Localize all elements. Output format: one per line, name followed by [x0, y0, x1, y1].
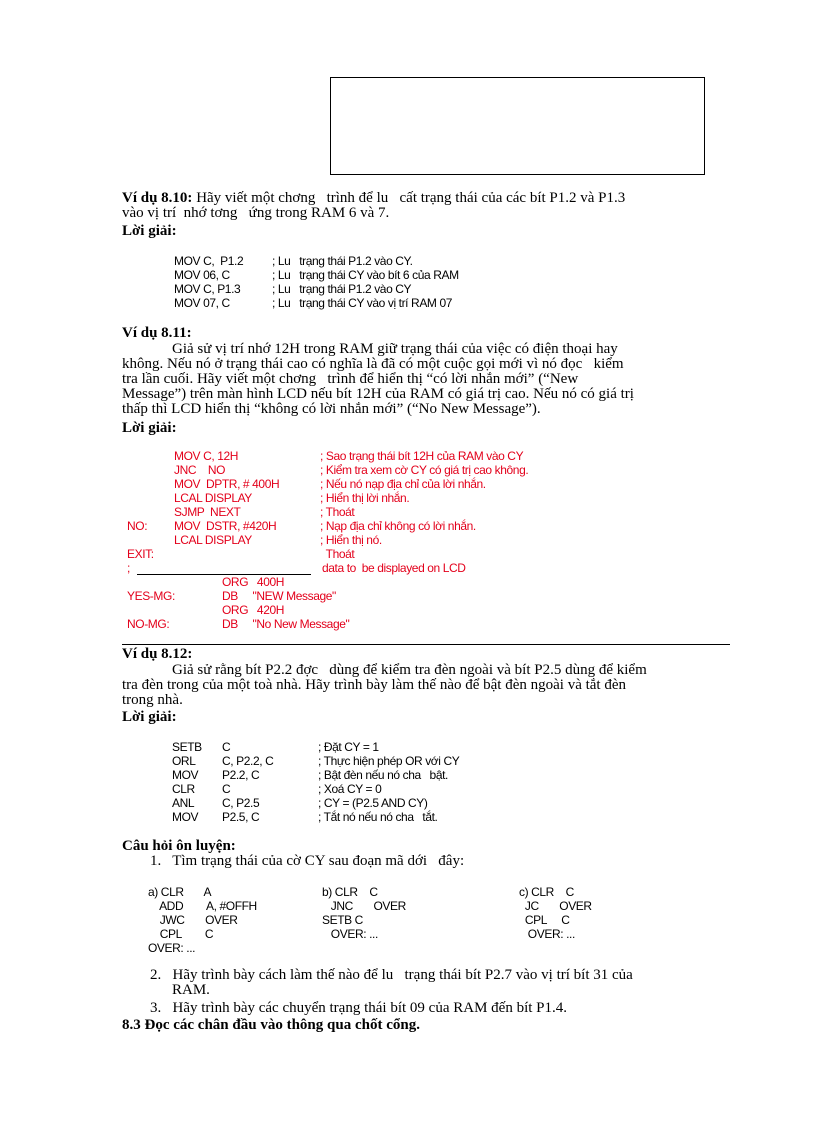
code-811-comment-2: ; Kiểm tra xem cờ CY có giá trị cao không.: [320, 463, 529, 477]
review-title: Câu hỏi ôn luyện:: [122, 838, 236, 854]
review-q2-line1: 2. Hãy trình bày cách làm thế nào để lu trạng thái bít P2.7 vào vị trí bít 31 của: [150, 967, 633, 983]
example-8-12-line1: Giả sử rằng bít P2.2 đợc dùng để kiểm tra đèn ngoài và bít P2.5 dùng để kiểm: [172, 662, 647, 678]
example-8-11-solution: Lời giải:: [122, 420, 177, 436]
code-810-comment-2: ; Lu trạng thái CY vào bít 6 của RAM: [272, 268, 459, 282]
q1-a-line2: ADD A, #OFFH: [148, 899, 257, 913]
example-8-11-line2: không. Nếu nó ở trạng thái cao có nghĩa là đã có một cuộc gọi mới vì nó đọc kiểm: [122, 356, 624, 372]
q1-a-line1: a) CLR A: [148, 885, 212, 899]
q1-c-line3: CPL C: [519, 913, 570, 927]
code-812-comment-2: ; Thực hiện phép OR với CY: [318, 754, 460, 768]
example-8-10-text1: Hãy viết một chơng trình để lu cất trạng thái của các bít P1.2 và P1.3: [192, 190, 626, 206]
q1-b-line4: OVER: ...: [322, 927, 378, 941]
review-q1: 1. Tìm trạng thái của cờ CY sau đoạn mã dới đây:: [150, 853, 465, 869]
q1-c-line2: JC OVER: [519, 899, 592, 913]
q1-b-line3: SETB C: [322, 913, 363, 927]
code-811-comment-4: ; Hiển thị lời nhắn.: [320, 491, 410, 505]
q1-a-line4: CPL C: [148, 927, 214, 941]
code-810-instr-4: MOV 07, C: [174, 296, 230, 310]
example-8-11-line5: thấp thì LCD hiển thị “không có lời nhắn mới” (“No New Message”).: [122, 401, 541, 417]
code-812-arg-4: C: [222, 782, 231, 796]
example-8-12-line3: trong nhà.: [122, 692, 183, 708]
yes-mg-db: DB "NEW Message": [222, 589, 336, 603]
yes-mg-label: YES-MG:: [127, 589, 175, 603]
example-8-10-solution: Lời giải:: [122, 223, 177, 239]
code-812-comment-6: ; Tắt nó nếu nó cha tắt.: [318, 810, 438, 824]
figure-frame: [330, 77, 705, 175]
code-812-op-3: MOV: [172, 768, 199, 782]
org-400h: ORG 400H: [222, 575, 285, 589]
code-812-comment-1: ; Đặt CY = 1: [318, 740, 379, 754]
example-8-12-title: Ví dụ 8.12:: [122, 646, 193, 662]
review-q3: 3. Hãy trình bày các chuyển trạng thái bít 09 của RAM đến bít P1.4.: [150, 1000, 567, 1016]
code-810-comment-4: ; Lu trạng thái CY vào vị trí RAM 07: [272, 296, 452, 310]
code-812-comment-4: ; Xoá CY = 0: [318, 782, 382, 796]
example-8-12-line2: tra đèn trong của một toà nhà. Hãy trình bày làm thế nào để bật đèn ngoài và tắt đèn: [122, 677, 627, 693]
code-811-instr-7: LCAL DISPLAY: [174, 533, 252, 547]
example-8-11-line4: Message”) trên màn hình LCD nếu bít 12H của RAM có giá trị cao. Nếu nó có giá trị: [122, 386, 634, 402]
code-812-op-2: ORL: [172, 754, 196, 768]
q1-b-line2: JNC OVER: [322, 899, 406, 913]
code-810-comment-3: ; Lu trạng thái P1.2 vào CY: [272, 282, 412, 296]
code-812-comment-3: ; Bật đèn nếu nó cha bật.: [318, 768, 448, 782]
example-8-11-title: Ví dụ 8.11:: [122, 325, 192, 341]
code-811-instr-6: MOV DSTR, #420H: [174, 519, 277, 533]
q1-a-line3: JWC OVER: [148, 913, 238, 927]
code-811-comment-5: ; Thoát: [320, 505, 355, 519]
example-8-10-text2: vào vị trí nhớ tơng ứng trong RAM 6 và 7.: [122, 205, 390, 221]
code-811-instr-5: SJMP NEXT: [174, 505, 241, 519]
code-811-comment-8: Thoát: [320, 547, 355, 561]
code-812-op-1: SETB: [172, 740, 202, 754]
no-mg-db: DB "No New Message": [222, 617, 350, 631]
code-811-comment-1: ; Sao trạng thái bít 12H của RAM vào CY: [320, 449, 524, 463]
q1-a-line5: OVER: ...: [148, 941, 196, 955]
code-812-comment-5: ; CY = (P2.5 AND CY): [318, 796, 428, 810]
code-812-arg-5: C, P2.5: [222, 796, 260, 810]
code-810-instr-3: MOV C, P1.3: [174, 282, 241, 296]
org-420h: ORG 420H: [222, 603, 285, 617]
code-811-instr-2: JNC NO: [174, 463, 226, 477]
example-8-10-title: Ví dụ 8.10:: [122, 190, 193, 206]
horizontal-rule: [122, 644, 730, 645]
code-811-label-exit: EXIT:: [127, 547, 154, 561]
q1-c-line1: c) CLR C: [519, 885, 574, 899]
code-810-instr-1: MOV C, P1.2: [174, 254, 244, 268]
example-8-11-line1: Giả sử vị trí nhớ 12H trong RAM giữ trạng thái của việc có điện thoại hay: [172, 341, 618, 357]
code-812-op-4: CLR: [172, 782, 195, 796]
code-811-instr-3: MOV DPTR, # 400H: [174, 477, 280, 491]
code-812-arg-6: P2.5, C: [222, 810, 260, 824]
code-812-arg-2: C, P2.2, C: [222, 754, 274, 768]
example-8-12-solution: Lời giải:: [122, 709, 177, 725]
data-comment: data to be displayed on LCD: [322, 561, 466, 575]
code-811-comment-6: ; Nạp địa chỉ không có lời nhắn.: [320, 519, 476, 533]
code-812-arg-3: P2.2, C: [222, 768, 260, 782]
code-812-op-5: ANL: [172, 796, 195, 810]
code-812-arg-1: C: [222, 740, 231, 754]
q1-c-line4: OVER: ...: [519, 927, 575, 941]
no-mg-label: NO-MG:: [127, 617, 170, 631]
code-811-instr-4: LCAL DISPLAY: [174, 491, 252, 505]
q1-b-line1: b) CLR C: [322, 885, 378, 899]
code-811-comment-7: ; Hiển thị nó.: [320, 533, 382, 547]
example-8-11-line3: tra lần cuối. Hãy viết một chơng trình để hiển thị “có lời nhắn mới” (“New: [122, 371, 579, 387]
section-heading: 8.3 Đọc các chân đầu vào thông qua chốt cổng.: [122, 1017, 420, 1033]
code-810-instr-2: MOV 06, C: [174, 268, 230, 282]
review-q2-line2: RAM.: [172, 982, 210, 998]
code-811-comment-3: ; Nếu nó nạp địa chỉ của lời nhắn.: [320, 477, 486, 491]
code-811-instr-1: MOV C, 12H: [174, 449, 239, 463]
code-811-label-no: NO:: [127, 519, 148, 533]
data-semicolon: ;: [127, 561, 130, 575]
code-810-comment-1: ; Lu trạng thái P1.2 vào CY.: [272, 254, 413, 268]
code-812-op-6: MOV: [172, 810, 199, 824]
